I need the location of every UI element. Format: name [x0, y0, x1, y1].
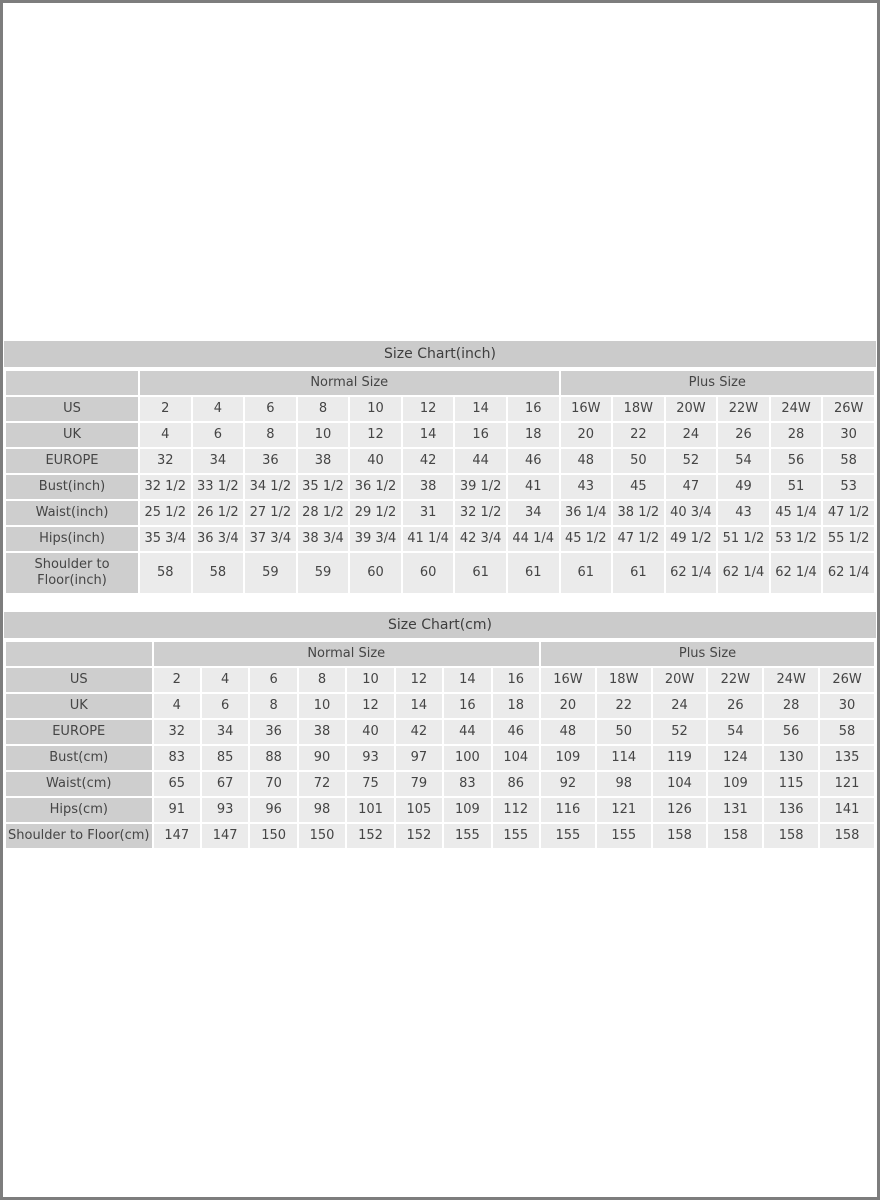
size-cell: 38: [403, 475, 454, 499]
group-header-cell: Plus Size: [541, 642, 874, 666]
corner-cell: [6, 371, 138, 395]
row-label: Bust(inch): [6, 475, 138, 499]
size-cell: 49: [718, 475, 769, 499]
size-cell: 119: [653, 746, 707, 770]
size-cell: 152: [347, 824, 393, 848]
size-chart-inch-title: Size Chart(inch): [4, 341, 876, 367]
size-cell: 22: [597, 694, 651, 718]
size-cell: 39 3/4: [350, 527, 401, 551]
table-row: [6, 694, 874, 718]
size-cell: 42 3/4: [455, 527, 506, 551]
size-cell: 116: [541, 798, 595, 822]
size-chart-inch-section: [4, 341, 876, 595]
size-cell: 62 1/4: [718, 553, 769, 593]
size-cell: 83: [444, 772, 490, 796]
size-cell: 51 1/2: [718, 527, 769, 551]
size-cell: 90: [299, 746, 345, 770]
size-cell: 6: [245, 397, 296, 421]
size-cell: 18: [508, 423, 559, 447]
size-cell: 8: [250, 694, 296, 718]
size-cell: 36: [245, 449, 296, 473]
size-cell: 98: [299, 798, 345, 822]
size-cell: 56: [764, 720, 818, 744]
size-cell: 2: [140, 397, 191, 421]
size-cell: 20: [541, 694, 595, 718]
size-cell: 12: [350, 423, 401, 447]
size-cell: 105: [396, 798, 442, 822]
size-cell: 30: [820, 694, 874, 718]
table-row: [6, 798, 874, 822]
size-cell: 61: [613, 553, 664, 593]
size-cell: 32 1/2: [455, 501, 506, 525]
table-row: [6, 668, 874, 692]
size-cell: 26: [708, 694, 762, 718]
size-cell: 29 1/2: [350, 501, 401, 525]
size-cell: 158: [653, 824, 707, 848]
size-cell: 100: [444, 746, 490, 770]
size-cell: 16: [508, 397, 559, 421]
size-cell: 158: [708, 824, 762, 848]
size-cell: 44: [455, 449, 506, 473]
size-cell: 58: [820, 720, 874, 744]
size-cell: 18W: [613, 397, 664, 421]
size-cell: 41: [508, 475, 559, 499]
size-cell: 50: [613, 449, 664, 473]
size-cell: 49 1/2: [666, 527, 717, 551]
size-cell: 158: [764, 824, 818, 848]
row-label: Hips(cm): [6, 798, 152, 822]
size-cell: 155: [541, 824, 595, 848]
size-cell: 26W: [820, 668, 874, 692]
size-cell: 75: [347, 772, 393, 796]
row-label: Hips(inch): [6, 527, 138, 551]
size-cell: 36 1/2: [350, 475, 401, 499]
size-cell: 79: [396, 772, 442, 796]
top-whitespace: [3, 3, 877, 341]
size-cell: 33 1/2: [193, 475, 244, 499]
size-cell: 93: [202, 798, 248, 822]
size-cell: 32: [140, 449, 191, 473]
size-chart-cm-section: [4, 612, 876, 850]
size-cell: 34: [193, 449, 244, 473]
size-cell: 38 3/4: [298, 527, 349, 551]
size-cell: 18: [493, 694, 539, 718]
size-cell: 45 1/2: [561, 527, 612, 551]
size-cell: 135: [820, 746, 874, 770]
size-cell: 114: [597, 746, 651, 770]
size-cell: 14: [455, 397, 506, 421]
table-row: [6, 475, 874, 499]
size-cell: 22W: [708, 668, 762, 692]
size-cell: 121: [597, 798, 651, 822]
size-cell: 10: [299, 694, 345, 718]
table-row: [6, 772, 874, 796]
size-cell: 98: [597, 772, 651, 796]
size-cell: 4: [154, 694, 200, 718]
size-cell: 39 1/2: [455, 475, 506, 499]
row-label: EUROPE: [6, 720, 152, 744]
size-cell: 92: [541, 772, 595, 796]
size-cell: 8: [299, 668, 345, 692]
row-label: Waist(inch): [6, 501, 138, 525]
size-cell: 14: [444, 668, 490, 692]
size-cell: 136: [764, 798, 818, 822]
size-cell: 83: [154, 746, 200, 770]
size-cell: 34 1/2: [245, 475, 296, 499]
size-cell: 65: [154, 772, 200, 796]
size-cell: 37 3/4: [245, 527, 296, 551]
size-cell: 14: [403, 423, 454, 447]
size-cell: 60: [403, 553, 454, 593]
size-cell: 14: [396, 694, 442, 718]
size-cell: 59: [298, 553, 349, 593]
size-cell: 27 1/2: [245, 501, 296, 525]
size-cell: 47 1/2: [823, 501, 874, 525]
size-cell: 10: [350, 397, 401, 421]
size-cell: 24W: [764, 668, 818, 692]
size-cell: 55 1/2: [823, 527, 874, 551]
table-row: [6, 423, 874, 447]
size-cell: 45: [613, 475, 664, 499]
group-header-cell: Normal Size: [140, 371, 559, 395]
size-cell: 62 1/4: [666, 553, 717, 593]
size-cell: 60: [350, 553, 401, 593]
size-cell: 36 1/4: [561, 501, 612, 525]
size-cell: 155: [493, 824, 539, 848]
size-cell: 20W: [653, 668, 707, 692]
size-cell: 4: [193, 397, 244, 421]
size-cell: 42: [396, 720, 442, 744]
size-cell: 4: [202, 668, 248, 692]
table-row: [6, 720, 874, 744]
size-cell: 10: [347, 668, 393, 692]
size-cell: 8: [245, 423, 296, 447]
row-label: Waist(cm): [6, 772, 152, 796]
size-cell: 34: [202, 720, 248, 744]
row-label: EUROPE: [6, 449, 138, 473]
table-row: [6, 527, 874, 551]
size-cell: 46: [493, 720, 539, 744]
size-cell: 35 3/4: [140, 527, 191, 551]
size-cell: 150: [250, 824, 296, 848]
size-cell: 50: [597, 720, 651, 744]
size-cell: 36 3/4: [193, 527, 244, 551]
size-cell: 45 1/4: [771, 501, 822, 525]
corner-cell: [6, 642, 152, 666]
group-header-row: [6, 371, 874, 395]
size-cell: 91: [154, 798, 200, 822]
size-chart-inch-table: [4, 369, 876, 595]
size-cell: 32 1/2: [140, 475, 191, 499]
size-cell: 24W: [771, 397, 822, 421]
size-cell: 16: [493, 668, 539, 692]
size-cell: 126: [653, 798, 707, 822]
size-cell: 32: [154, 720, 200, 744]
size-cell: 46: [508, 449, 559, 473]
size-cell: 130: [764, 746, 818, 770]
size-cell: 47: [666, 475, 717, 499]
size-cell: 31: [403, 501, 454, 525]
size-cell: 12: [396, 668, 442, 692]
group-header-row: [6, 642, 874, 666]
size-cell: 147: [202, 824, 248, 848]
size-cell: 61: [561, 553, 612, 593]
size-cell: 2: [154, 668, 200, 692]
size-cell: 6: [250, 668, 296, 692]
size-cell: 72: [299, 772, 345, 796]
size-cell: 150: [299, 824, 345, 848]
size-cell: 155: [597, 824, 651, 848]
size-cell: 40 3/4: [666, 501, 717, 525]
size-cell: 24: [653, 694, 707, 718]
size-cell: 10: [298, 423, 349, 447]
size-cell: 28: [771, 423, 822, 447]
size-cell: 38 1/2: [613, 501, 664, 525]
size-cell: 48: [561, 449, 612, 473]
size-cell: 86: [493, 772, 539, 796]
size-cell: 16: [444, 694, 490, 718]
size-cell: 62 1/4: [823, 553, 874, 593]
size-cell: 104: [493, 746, 539, 770]
size-cell: 12: [403, 397, 454, 421]
size-cell: 88: [250, 746, 296, 770]
size-cell: 28 1/2: [298, 501, 349, 525]
size-cell: 36: [250, 720, 296, 744]
size-cell: 121: [820, 772, 874, 796]
size-cell: 40: [350, 449, 401, 473]
size-cell: 6: [202, 694, 248, 718]
size-cell: 26 1/2: [193, 501, 244, 525]
size-cell: 109: [541, 746, 595, 770]
size-cell: 42: [403, 449, 454, 473]
size-cell: 61: [455, 553, 506, 593]
size-cell: 70: [250, 772, 296, 796]
size-cell: 101: [347, 798, 393, 822]
size-cell: 40: [347, 720, 393, 744]
size-cell: 85: [202, 746, 248, 770]
size-cell: 26: [718, 423, 769, 447]
size-cell: 12: [347, 694, 393, 718]
size-chart-cm-title: Size Chart(cm): [4, 612, 876, 638]
size-cell: 58: [193, 553, 244, 593]
size-cell: 96: [250, 798, 296, 822]
group-header-cell: Plus Size: [561, 371, 875, 395]
table-row: [6, 397, 874, 421]
size-cell: 24: [666, 423, 717, 447]
size-cell: 43: [561, 475, 612, 499]
size-cell: 109: [444, 798, 490, 822]
row-label: Shoulder to Floor(inch): [6, 553, 138, 593]
size-cell: 16: [455, 423, 506, 447]
size-cell: 155: [444, 824, 490, 848]
table-row: [6, 501, 874, 525]
row-label: US: [6, 668, 152, 692]
size-cell: 61: [508, 553, 559, 593]
size-cell: 54: [718, 449, 769, 473]
size-cell: 6: [193, 423, 244, 447]
size-cell: 59: [245, 553, 296, 593]
size-cell: 34: [508, 501, 559, 525]
size-chart-cm-table: [4, 640, 876, 850]
size-cell: 22: [613, 423, 664, 447]
row-label: UK: [6, 694, 152, 718]
size-cell: 18W: [597, 668, 651, 692]
size-cell: 109: [708, 772, 762, 796]
size-cell: 43: [718, 501, 769, 525]
size-cell: 58: [140, 553, 191, 593]
table-row: [6, 449, 874, 473]
size-cell: 115: [764, 772, 818, 796]
row-label: Bust(cm): [6, 746, 152, 770]
size-cell: 30: [823, 423, 874, 447]
size-cell: 152: [396, 824, 442, 848]
table-row: [6, 746, 874, 770]
size-cell: 54: [708, 720, 762, 744]
size-cell: 44: [444, 720, 490, 744]
size-cell: 16W: [561, 397, 612, 421]
row-label: US: [6, 397, 138, 421]
size-cell: 56: [771, 449, 822, 473]
size-cell: 158: [820, 824, 874, 848]
size-cell: 26W: [823, 397, 874, 421]
size-cell: 22W: [718, 397, 769, 421]
size-cell: 38: [298, 449, 349, 473]
size-cell: 97: [396, 746, 442, 770]
size-cell: 93: [347, 746, 393, 770]
size-cell: 8: [298, 397, 349, 421]
row-label: Shoulder to Floor(cm): [6, 824, 152, 848]
size-cell: 28: [764, 694, 818, 718]
size-cell: 41 1/4: [403, 527, 454, 551]
size-cell: 38: [299, 720, 345, 744]
size-cell: 51: [771, 475, 822, 499]
size-cell: 35 1/2: [298, 475, 349, 499]
size-cell: 53 1/2: [771, 527, 822, 551]
size-cell: 124: [708, 746, 762, 770]
size-cell: 47 1/2: [613, 527, 664, 551]
size-cell: 104: [653, 772, 707, 796]
table-row: [6, 824, 874, 848]
size-cell: 131: [708, 798, 762, 822]
size-cell: 25 1/2: [140, 501, 191, 525]
size-cell: 4: [140, 423, 191, 447]
size-cell: 141: [820, 798, 874, 822]
size-cell: 48: [541, 720, 595, 744]
size-cell: 20W: [666, 397, 717, 421]
size-cell: 62 1/4: [771, 553, 822, 593]
row-label: UK: [6, 423, 138, 447]
size-cell: 44 1/4: [508, 527, 559, 551]
group-header-cell: Normal Size: [154, 642, 540, 666]
size-cell: 16W: [541, 668, 595, 692]
table-row: [6, 553, 874, 593]
size-cell: 52: [653, 720, 707, 744]
size-cell: 112: [493, 798, 539, 822]
size-cell: 58: [823, 449, 874, 473]
size-cell: 53: [823, 475, 874, 499]
size-cell: 147: [154, 824, 200, 848]
size-cell: 67: [202, 772, 248, 796]
size-cell: 20: [561, 423, 612, 447]
size-cell: 52: [666, 449, 717, 473]
